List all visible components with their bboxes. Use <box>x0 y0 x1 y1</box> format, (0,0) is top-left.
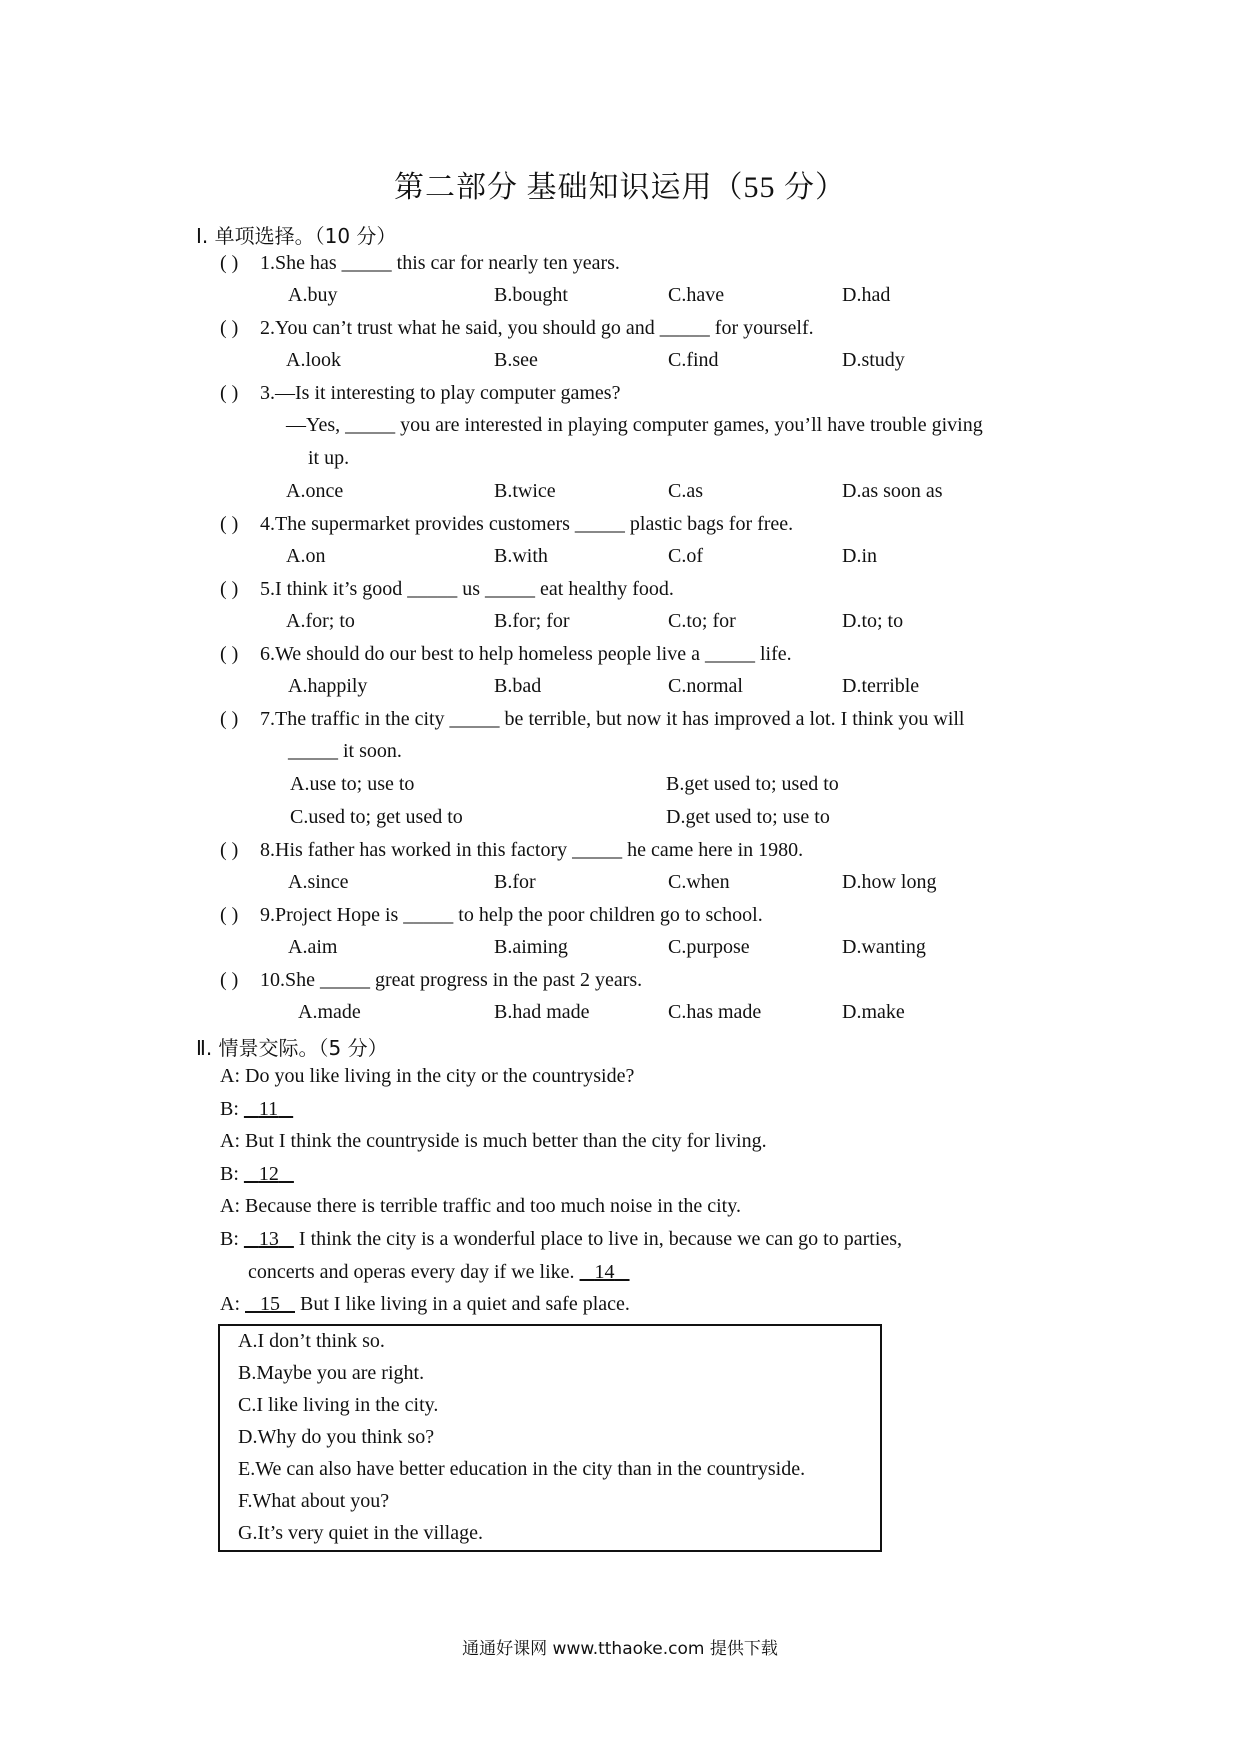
answer-blank[interactable]: 13 <box>258 1228 279 1250</box>
option-a: A.use to; use to <box>290 773 415 795</box>
speaker: B: <box>220 1163 239 1185</box>
section-heading-multiple-choice: Ⅰ. 单项选择。（10 分） <box>196 224 397 248</box>
speaker: A: <box>220 1293 240 1315</box>
option-c: C.has made <box>668 1001 762 1023</box>
option-b: B.get used to; used to <box>666 773 839 795</box>
option-b: B.twice <box>494 480 556 502</box>
question-3-line-3: it up. <box>308 447 350 469</box>
option-a: A.for; to <box>286 610 355 632</box>
option-c: C.to; for <box>668 610 736 632</box>
dialogue-text: But I like living in a quiet and safe place. <box>300 1293 630 1315</box>
option-d: D.to; to <box>842 610 904 632</box>
box-option-a: A.I don’t think so. <box>238 1330 385 1352</box>
option-b: B.bad <box>494 675 542 697</box>
question-stem: 9.Project Hope is _____ to help the poor children go to school. <box>260 904 763 926</box>
dialogue-text: concerts and operas every day if we like. <box>248 1261 575 1283</box>
question-stem: 6.We should do our best to help homeless people live a _____ life. <box>260 643 792 665</box>
answer-paren[interactable]: ( ) <box>220 513 239 535</box>
box-option-c: C.I like living in the city. <box>238 1394 439 1416</box>
speaker: A: <box>220 1130 240 1152</box>
option-c: C.as <box>668 480 703 502</box>
box-option-f: F.What about you? <box>238 1490 390 1512</box>
option-b: B.for; for <box>494 610 570 632</box>
option-d: D.study <box>842 349 905 371</box>
speaker: A: <box>220 1195 240 1217</box>
option-c: C.purpose <box>668 936 750 958</box>
footer-source: 通通好课网 www.tthaoke.com 提供下载 <box>462 1639 778 1659</box>
option-a: A.once <box>286 480 344 502</box>
option-d: D.how long <box>842 871 937 893</box>
answer-paren[interactable]: ( ) <box>220 839 239 861</box>
dialogue-options-box <box>218 1324 882 1552</box>
dialogue-line-2 <box>220 1098 293 1121</box>
answer-paren[interactable]: ( ) <box>220 708 239 730</box>
answer-blank[interactable]: 15 <box>260 1293 280 1315</box>
question-stem: 7.The traffic in the city _____ be terrible, but now it has improved a lot. I think you will <box>260 708 965 730</box>
option-a: A.on <box>286 545 326 567</box>
question-stem: 2.You can’t trust what he said, you should go and _____ for yourself. <box>260 317 814 339</box>
option-a: A.look <box>286 349 341 371</box>
answer-paren[interactable]: ( ) <box>220 382 239 404</box>
option-d: D.get used to; use to <box>666 806 830 828</box>
option-b: B.had made <box>494 1001 590 1023</box>
option-a: A.made <box>298 1001 361 1023</box>
dialogue-line-5 <box>220 1195 741 1218</box>
question-3-line-2: —Yes, _____ you are interested in playing computer games, you’ll have trouble giving <box>286 414 983 436</box>
option-d: D.terrible <box>842 675 920 697</box>
option-c: C.find <box>668 349 719 371</box>
question-stem: 1.She has _____ this car for nearly ten years. <box>260 252 620 274</box>
dialogue-text: Because there is terrible traffic and too much noise in the city. <box>245 1195 741 1217</box>
answer-blank[interactable]: 14 <box>594 1261 615 1283</box>
answer-paren[interactable]: ( ) <box>220 252 239 274</box>
dialogue-text: Do you like living in the city or the countryside? <box>245 1065 635 1087</box>
dialogue-line-3 <box>220 1130 767 1153</box>
speaker: A: <box>220 1065 240 1087</box>
answer-paren[interactable]: ( ) <box>220 643 239 665</box>
answer-blank[interactable]: 12 <box>258 1163 279 1185</box>
answer-paren[interactable]: ( ) <box>220 969 239 991</box>
option-d: D.had <box>842 284 891 306</box>
option-b: B.see <box>494 349 538 371</box>
dialogue-text: But I think the countryside is much better than the city for living. <box>245 1130 767 1152</box>
answer-paren[interactable]: ( ) <box>220 578 239 600</box>
option-b: B.bought <box>494 284 568 306</box>
dialogue-line-6-cont <box>248 1261 630 1284</box>
option-c: C.have <box>668 284 725 306</box>
option-b: B.aiming <box>494 936 568 958</box>
dialogue-text: I think the city is a wonderful place to live in, because we can go to parties, <box>298 1228 903 1250</box>
speaker: B: <box>220 1228 239 1250</box>
box-option-e: E.We can also have better education in the city than in the countryside. <box>238 1458 806 1480</box>
dialogue-line-4 <box>220 1163 294 1186</box>
box-option-d: D.Why do you think so? <box>238 1426 435 1448</box>
answer-paren[interactable]: ( ) <box>220 317 239 339</box>
option-d: D.in <box>842 545 877 567</box>
option-b: B.for <box>494 871 536 893</box>
question-stem: 8.His father has worked in this factory _____ he came here in 1980. <box>260 839 804 861</box>
question-stem: 10.She _____ great progress in the past 2 years. <box>260 969 643 991</box>
dialogue-line-1 <box>220 1065 634 1088</box>
option-d: D.make <box>842 1001 905 1023</box>
question-7-line-2: _____ it soon. <box>288 740 402 762</box>
question-stem: 4.The supermarket provides customers _____ plastic bags for free. <box>260 513 794 535</box>
box-option-b: B.Maybe you are right. <box>238 1362 425 1384</box>
option-a: A.happily <box>288 675 368 697</box>
dialogue-line-7 <box>220 1293 630 1316</box>
speaker: B: <box>220 1098 239 1120</box>
option-d: D.wanting <box>842 936 926 958</box>
option-a: A.since <box>288 871 349 893</box>
option-c: C.of <box>668 545 703 567</box>
option-c: C.used to; get used to <box>290 806 463 828</box>
option-c: C.when <box>668 871 730 893</box>
question-stem: 5.I think it’s good _____ us _____ eat healthy food. <box>260 578 674 600</box>
option-c: C.normal <box>668 675 743 697</box>
page-title: 第二部分 基础知识运用（55 分） <box>394 171 846 204</box>
dialogue-line-6 <box>220 1228 902 1251</box>
option-a: A.aim <box>288 936 338 958</box>
box-option-g: G.It’s very quiet in the village. <box>238 1522 483 1544</box>
question-stem: 3.—Is it interesting to play computer games? <box>260 382 621 404</box>
answer-blank[interactable]: 11 <box>258 1098 279 1120</box>
option-a: A.buy <box>288 284 338 306</box>
section-heading-dialogue: Ⅱ. 情景交际。（5 分） <box>196 1036 388 1060</box>
answer-paren[interactable]: ( ) <box>220 904 239 926</box>
option-d: D.as soon as <box>842 480 943 502</box>
option-b: B.with <box>494 545 548 567</box>
